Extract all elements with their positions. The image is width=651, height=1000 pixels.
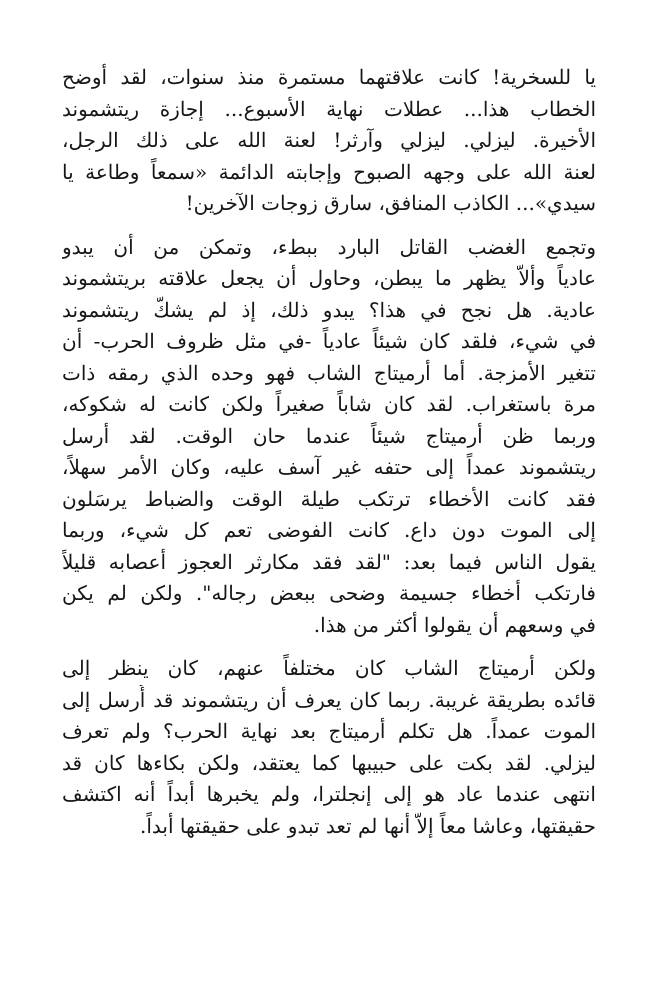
text-line: عادياً وألاّ يظهر ما يبطن، وحاول أن يجعل علاقته بريتشموند xyxy=(62,266,596,290)
paragraph-2 xyxy=(62,232,596,642)
paragraph-spacing xyxy=(62,641,596,653)
text-line: الخطاب هذا... عطلات نهاية الأسبوع... إجازة ريتشموند xyxy=(62,96,596,121)
text-line: الأخيرة. ليزلي. ليزلي وآرثر! لعنة الله على ذلك الرجل، xyxy=(62,128,596,152)
paragraph-spacing xyxy=(62,220,596,232)
text-line: لعنة الله على وجهه الصبوح وإجابته الدائمة «سمعاً وطاعة يا xyxy=(62,159,596,184)
text-line: وتجمع الغضب القاتل البارد ببطء، وتمكن من أن يبدو xyxy=(62,234,596,259)
text-line: سيدي»... الكاذب المنافق، سارق زوجات الآخرين! xyxy=(185,191,596,215)
text-line: في شيء، فلقد كان شيئاً عادياً -في مثل ظروف الحرب- أن xyxy=(62,329,596,353)
text-line: يا للسخرية! كانت علاقتهما مستمرة منذ سنوات، لقد أوضح xyxy=(62,65,596,89)
paragraph-3 xyxy=(62,653,596,842)
paragraph-1 xyxy=(62,62,596,220)
text-line: انتهى عندما عاد هو إلى إنجلترا، ولم يخبرها أبداً أنه اكتشف xyxy=(62,782,596,806)
text-line: الموت عمداً. هل تكلم أرميتاج بعد نهاية الحرب؟ ولم تعرف xyxy=(62,719,596,743)
text-line: مرة باستغراب. لقد كان شاباً صغيراً ولكن كانت له شكوكه، xyxy=(62,392,596,416)
text-line: تتغير الأمزجة. أما أرميتاج الشاب فهو وحده الذي رمقه ذات xyxy=(62,360,596,385)
book-page xyxy=(62,62,596,842)
text-line: حقيقتها، وعاشا معاً إلاّ أنها لم تعد تبدو على حقيقتها أبداً. xyxy=(139,813,596,838)
text-line: ولكن أرميتاج الشاب كان مختلفاً عنهم، كان ينظر إلى xyxy=(62,656,596,680)
text-line: ريتشموند عمداً إلى حتفه غير آسف عليه، وكان الأمر سهلاً، xyxy=(62,455,596,479)
text-line: إلى الموت دون داع. كانت الفوضى تعم كل شيء، وربما xyxy=(62,518,596,542)
text-line: ليزلي. لقد بكت على حبيبها كما يعتقد، ولكن بكاءها كان قد xyxy=(62,750,596,775)
text-line: فقد كانت الأخطاء ترتكب طيلة الوقت والضباط يرسَلون xyxy=(62,486,596,511)
text-line: وربما ظن أرميتاج شيئاً عندما حان الوقت. لقد أرسل xyxy=(62,423,596,448)
text-line: فارتكب أخطاء جسيمة وضحى ببعض رجاله". ولكن لم يكن xyxy=(62,581,596,605)
text-line: عادية. هل نجح في هذا؟ يبدو ذلك، إذ لم يشكّ ريتشموند xyxy=(62,297,596,322)
text-line: قائده بطريقة غريبة. ربما كان يعرف أن ريتشموند قد أُرسل إلى xyxy=(62,687,596,712)
text-line: يقول الناس فيما بعد: "لقد فقد مكارثر العجوز أعصابه قليلاً xyxy=(62,549,596,574)
text-line: في وسعهم أن يقولوا أكثر من هذا. xyxy=(313,612,596,637)
